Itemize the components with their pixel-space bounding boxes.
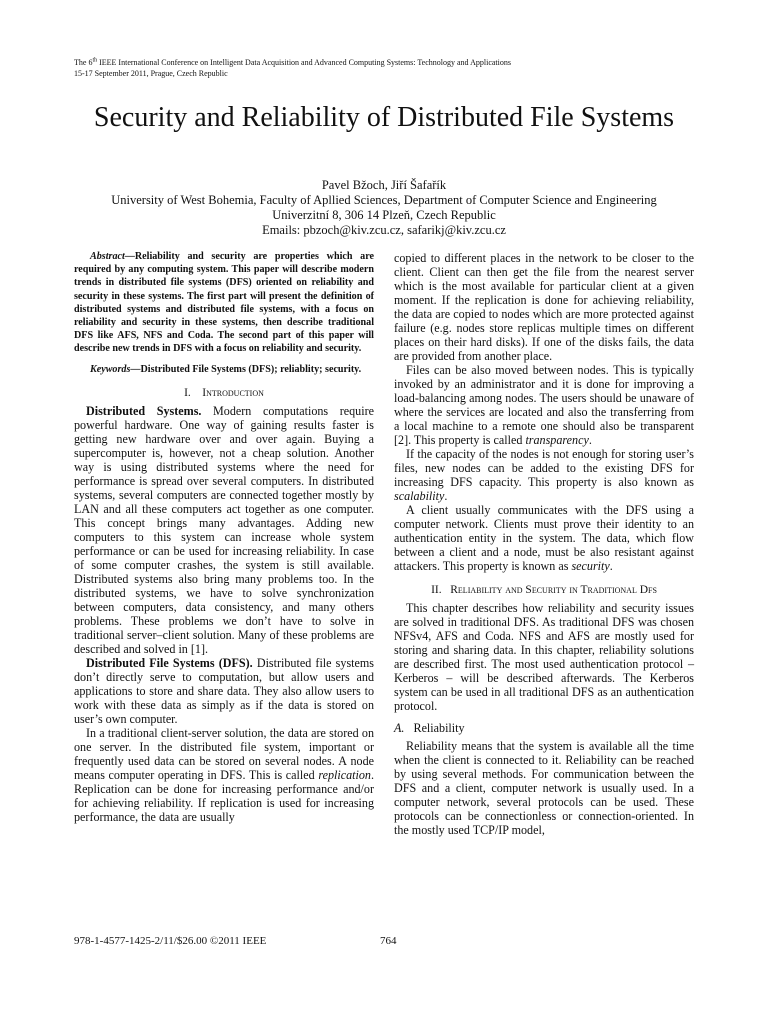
- author-block: [60, 178, 708, 238]
- author-affiliation: University of West Bohemia, Faculty of Apllied Sciences, Department of Computer Science and Engineering: [111, 193, 657, 207]
- abstract: Abstract—Reliability and security are properties which are required by any computing system. This paper will describe modern trends in distributed file systems (DFS) oriented on reliability and security in these systems. The first part will present the definition of distributed systems and distributed file systems, with a focus on reliability and security in these systems, then describe traditional DFS like AFS, NFS and Coda. The second part of this paper will describe new trends in DFS with a focus on reliability and security.: [74, 251, 374, 355]
- paragraph-scalability: If the capacity of the nodes is not enough for storing user’s files, new nodes can be added to the existing DFS for increasing DFS capacity. This property is also known as scalability.: [394, 447, 694, 503]
- conference-line-2: 15-17 September 2011, Prague, Czech Republic: [74, 69, 228, 78]
- section-heading-reliability-security: II. Reliability and Security in Traditional Dfs: [431, 584, 657, 596]
- author-emails: Emails: pbzoch@kiv.zcu.cz, safarikj@kiv.zcu.cz: [262, 223, 506, 237]
- paragraph-replication: In a traditional client-server solution, the data are stored on one server. In the distributed file system, important or frequently used data can be stored on several nodes. A node means computer operating in DFS. This is called replication. Replication can be done for increasing performance and/or for achieving reliability. If replication is used for increasing performance, the data are usually: [74, 725, 374, 824]
- paragraph-chapter-intro: This chapter describes how reliability and security issues are solved in traditional DFS. As traditional DFS was chosen NFSv4, AFS and Coda. NFS and AFS are mostly used for storing and sharing data. In this chapter, reliability solutions are described first. The most used authentication protocol – Kerberos – will be described afterwards. The Kerberos system can be used in all traditional DFS as an authentication protocol.: [394, 601, 694, 713]
- conference-line-1: The 6th IEEE International Conference on Intelligent Data Acquisition and Advanced Computing Systems: Technology and Applications: [74, 57, 511, 67]
- paragraph-replication-continued: copied to different places in the network to be closer to the client. Client can then get the file from the nearest server which is the most available for particular client at a given moment. If the replication is done for achieving reliability, the data are copied to nodes which are more protected against failure (e.g. nodes store replicas multiple times on different places on their hard disks). If one of the disks fails, the data are provided from another place.: [394, 251, 694, 363]
- section-heading-introduction: I. Introduction: [184, 386, 264, 399]
- paragraph-dfs: Distributed File Systems (DFS). Distributed file systems don’t directly serve to computation, but allow users and applications to store and share data. They also allow users to work with these data as simply as if the data is stored on user’s own computer.: [74, 655, 374, 726]
- paper-title: Security and Reliability of Distributed File Systems: [93, 102, 675, 133]
- conference-header: [74, 57, 714, 79]
- paragraph-reliability: Reliability means that the system is available all the time when the client is connected to it. Reliability can be reached by using several methods. For communication between the DFS and a client, computer network is usually used. In a computer network, several protocols can be used. These protocols can be connectionless or connection-oriented. In the mostly used TCP/IP model,: [394, 739, 694, 837]
- paragraph-distributed-systems: Distributed Systems. Modern computations require powerful hardware. One way of gaining results faster is getting new hardware over and over again. Buying a supercomputer is, however, not a cheap solution. Another way is using distributed systems where the need for performance is spread over several computers. In distributed systems, several computers are connected together mostly by LAN and all these computers act together as one computer. This concept brings many advantages. Adding new computers to this system can increase whole system performance or can be used for increasing reliability. In case of some computer crashes, the system is still available. Distributed systems also bring many problems too. In the distributed systems, we have to solve synchronization between computers, data consistency, and many others problems. These problems we don’t have to solve in traditional server–client solution. Many of these problems are described and solved in [1].: [74, 403, 374, 656]
- right-column: [394, 251, 694, 837]
- keywords: Keywords—Distributed File Systems (DFS); reliablity; security.: [90, 363, 362, 375]
- author-names: Pavel Bžoch, Jiří Šafařík: [321, 178, 447, 192]
- paragraph-transparency: Files can be also moved between nodes. This is typically invoked by an administrator and it is done for improving a load-balancing among nodes. The users should be unaware of where the services are located and also the transferring from a local machine to a remote one should also be transparent [2]. This property is called transparency.: [394, 363, 694, 447]
- left-column: [74, 250, 374, 824]
- author-address: Univerzitní 8, 306 14 Plzeň, Czech Republic: [272, 208, 496, 222]
- subsection-heading-reliability: A. Reliability: [394, 721, 465, 735]
- footer-copyright: 978-1-4577-1425-2/11/$26.00 ©2011 IEEE: [74, 935, 267, 947]
- paragraph-security: A client usually communicates with the DFS using a computer network. Clients must prove their identity to an authentication entity in the system. The data, which flow between a client and a node, must be also resistant against attackers. This property is known as security.: [394, 503, 694, 573]
- page-number: 764: [380, 935, 397, 947]
